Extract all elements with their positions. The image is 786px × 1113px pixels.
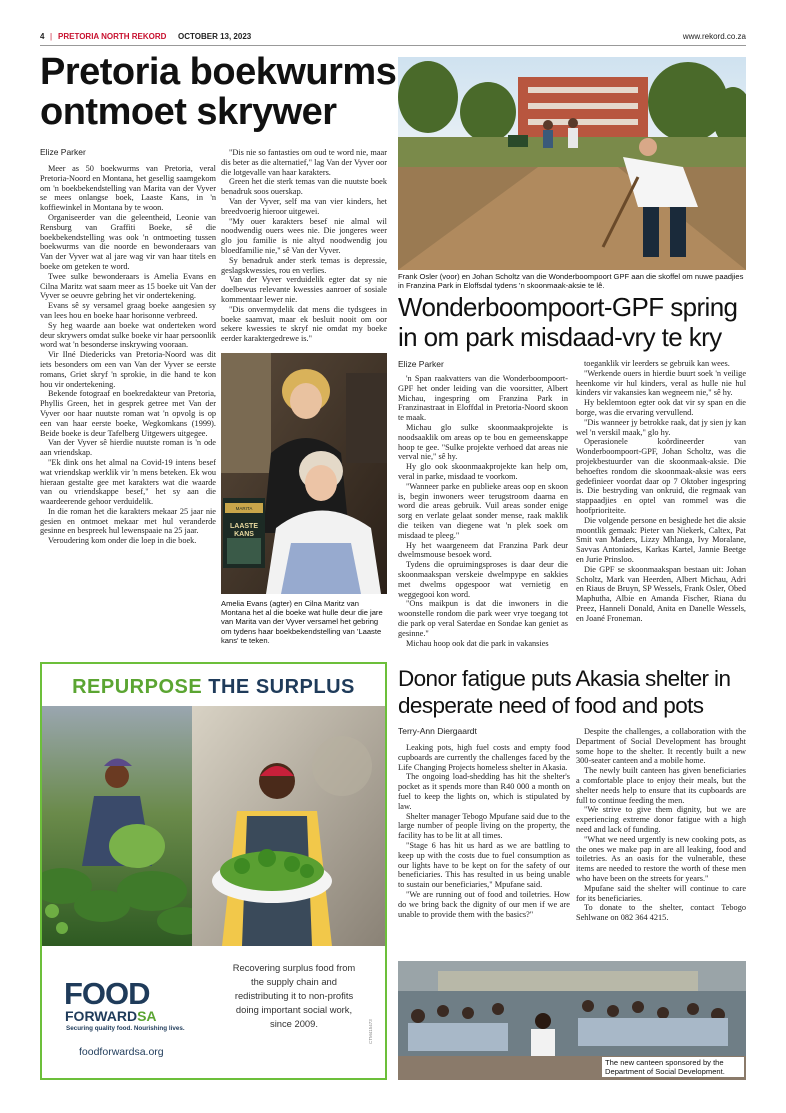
article1-paragraph: "My ouer karakters besef nie almal wil noodwendig ouers wees nie. Die jongeres weer glo jou familie is nie altyd noodwendig jou bloedfamilie nie," sê Van der Vyver. (221, 216, 387, 255)
ad-logo-sa: SA (137, 1008, 157, 1024)
article2-paragraph: "Dis wanneer jy betrokke raak, dat jy sien jy kan wel 'n verskil maak," glo hy. (576, 417, 746, 437)
article2-paragraph: Die GPF se skoonmaakspan bestaan uit: Johan Scholtz, Mark van Heerden, Albert Michau, Adri en Riaus de Bruyn, SP Wessels, Frank Osler, Obed Maphutha, Albie en Amanda Fischer, Riana du Preez, Hanneli Donald, Anita en Danelle Wessels, en Joané Froneman. (576, 564, 746, 623)
article3-byline: Terry-Ann Diergaardt (398, 726, 477, 736)
article2-paragraph: Michau glo sulke skoonmaakprojekte is noodsaaklik om areas op te bou en gemeenskappe hoop te gee. "Sulke projekte verhoed dat areas nie verval nie," sê hy. (398, 422, 568, 462)
article1-paragraph: Vir Ilné Diedericks van Pretoria-Noord was dit iets besonders om een van Van der Vyver se eerste romans, Griet skryf 'n sprokie, in die hand te kon hou vir ondertekening. (40, 350, 216, 389)
article3-paragraph: To donate to the shelter, contact Tebogo Sehlwane on 082 364 4215. (576, 903, 746, 923)
article2-column-2 (576, 359, 746, 657)
article1-headline-line2: ontmoet skrywer (40, 91, 337, 133)
article1-paragraph: Van der Vyver sê hierdie nuutste roman is 'n ode aan vriendskap. (40, 438, 216, 458)
book-cover-author: MARITA (235, 506, 253, 511)
ad-photo (42, 706, 385, 946)
ad-code: CTM415473 (368, 1019, 373, 1044)
article1-photo-caption: Amelia Evans (agter) en Cilna Maritz van Montana het al die boeke wat hulle deur die jare van Marita van der Vyver versamel het gebring om tydens haar boekbekendstelling van 'Laaste kans' te teken. (221, 599, 383, 645)
article3-paragraph: The ongoing load-shedding has hit the shelter's pocket as it spends more than R40 000 a month on fuel to keep the lights on, which is stipulated by law. (398, 772, 570, 811)
article3-column-2 (576, 727, 746, 957)
ad-title (42, 676, 385, 699)
website-link[interactable]: www.rekord.co.za (682, 32, 746, 41)
book-cover-title-2: KANS (234, 531, 254, 538)
ad-logo-food: FOOD (64, 976, 150, 1011)
article2-byline: Elize Parker (398, 359, 444, 369)
article1-column-2 (221, 148, 387, 348)
issue-date: OCTOBER 13, 2023 (178, 32, 252, 41)
article1-headline-line1: Pretoria boekwurms (40, 51, 397, 93)
article3-paragraph: "We strive to give them dignity, but we are experiencing extreme donor fatigue with a high need and lack of funding. (576, 805, 746, 834)
page-header (40, 30, 746, 44)
article1-paragraph: Twee sulke bewonderaars is Amelia Evans en Cilna Maritz wat saam meer as 15 boeke uit Van der Vyver se oeuvre gebring het vir ondertekening. (40, 271, 216, 301)
article3-paragraph: Mpufane said the shelter will continue to care for its beneficiaries. (576, 883, 746, 903)
article1-column-1 (40, 164, 216, 658)
article3-headline-line1: Donor fatigue puts Akasia shelter in (398, 666, 731, 691)
article2-paragraph: "Wanneer parke en publieke areas oop en skoon is, begin inwoners weer terugstroom daarna en word die areas gebruik. Vuil areas sonder enige sorg en verlate gelaat sonder mense, raak maklik die teiken van diegene wat 'n plek soek om misdaad te pleeg." (398, 481, 568, 540)
ad-tagline: Securing quality food. Nourishing lives. (66, 1025, 185, 1032)
article1-paragraph: Green het die sterk temas van die nuutste boek benadruk soos ouerskap. (221, 177, 387, 197)
article2-paragraph: Tydens die opruimingsproses is daar deur die skoonmaakspan verskeie dwelmpype en sakkies met dwelms opgespoor wat vernietig en weggegooi kon word. (398, 560, 568, 599)
article2-column-1 (398, 374, 568, 656)
ad-title-part1: REPURPOSE (72, 676, 203, 698)
article2-paragraph: Hy het waargeneem dat Franzina Park deur dwelmsmouse besoek word. (398, 540, 568, 560)
article2-paragraph: 'n Span raakvatters van die Wonderboompoort-GPF het onder leiding van die voorsitter, Albert Michau, ingespring om Franzina Park in Franzinastraat in Eloffdal in Pretoria-Noord skoon te maak. (398, 374, 568, 423)
article2-paragraph: Operasionele koördineerder van Wonderboompoort-GPF, Johan Scholtz, was die projekbestuurder van die skoonmaak-aksie. Die behoeftes rondom die skoonmaak-aksie was eers gedefinieer voordat daar op 7 Oktober ingespring is. Die bestryding van onkruid, die regmaak van stappaadjies en optel van rommel was die hoofprioriteite. (576, 437, 746, 515)
ad-title-part2: THE SURPLUS (208, 676, 355, 698)
article1-paragraph: Meer as 50 boekwurms van Pretoria, veral Pretoria-Noord en Montana, het gesellig saamgekom om 'n boekbekendstelling van Marita van der Vyver se mees onlangse boek, Laaste Kans, in 'n koffiewinkel in Montana by te woon. (40, 164, 216, 213)
article1-paragraph: Van der Vyver, self ma van vier kinders, het breedvoerig hieroor uitgewei. (221, 196, 387, 216)
article3-paragraph: "We are running out of food and toiletries. How do we bring back the dignity of our men if we are unable to provide them with the basics?" (398, 889, 570, 919)
page-number: 4 (40, 32, 45, 41)
article2-headline-line1: Wonderboompoort-GPF spring (398, 292, 738, 322)
article2-paragraph: Hy glo ook skoonmaakprojekte kan help om, veral in parke, misdaad te voorkom. (398, 462, 568, 481)
article1-paragraph: "Dis nie so fantasties om oud te word nie, maar dis beter as die alternatief," lag Van der Vyver oor die lotgevalle van haar karakters. (221, 148, 387, 177)
article1-paragraph: Veroudering kom onder die loep in die boek. (48, 536, 197, 546)
food-forward-advert[interactable] (40, 662, 387, 1080)
book-launch-photo (221, 353, 387, 594)
article2-paragraph: "Werkende ouers in hierdie buurt soek 'n veilige heenkome vir hul kinders, veral as hulle nie hul kinders vir vakansies kan wegneem nie," sê hy. (576, 368, 746, 398)
ad-website-link[interactable]: foodforwardsa.org (79, 1046, 164, 1058)
article1-paragraph: In die roman het die karakters mekaar 25 jaar nie gesien en ontmoet mekaar met hul veranderde gesinne en bespreek hul lewenspaaie na 25 jaar. (40, 506, 216, 536)
header-separator: | (50, 32, 53, 41)
article3-paragraph: "Stage 6 has hit us hard as we are battling to keep up with the costs due to fuel consumption as our lights have to be kept on for the safety of our beneficiaries. This has resulted in us being unable to sustain our beneficiaries," Mpufane said. (398, 840, 570, 890)
article3-column-1 (398, 743, 570, 957)
park-cleanup-photo (398, 57, 746, 270)
book-cover-title: LAASTE (230, 523, 258, 530)
article1-paragraph: "Ek dink ons het almal na Covid-19 intens besef wat vriendskap werklik vir 'n mens beteken. Ek wou hieraan gestalte gee met karakters wat die waarde van ou vriendskappe besef," het sy aan die waardeerende gehoor verduidelik. (40, 457, 216, 507)
article2-paragraph: Hy beklemtoon egter ook dat vir sy span en die borge, was die ervaring vervullend. (576, 398, 746, 417)
ad-blurb: Recovering surplus food from the supply chain and redistributing it to non-profits doing important social work, since 2009. (232, 962, 356, 1029)
article1-paragraph: Sy benadruk ander sterk temas is depressie, geslagskwessies, rou en verlies. (221, 255, 387, 275)
article2-paragraph: Die volgende persone en besighede het die aksie moontlik gemaak: Pieter van Niekerk, Caltex, Pat Smit van Maders, Lizzy Mhlanga, Ivy Moralane, Savvas Antoniades, Karkas Kartel, Jannie Beetge en Jurie Prinsloo. (576, 515, 746, 564)
ad-logo-forward (65, 1008, 157, 1024)
article1-paragraph: Bekende fotograaf en boekredakteur van Pretoria, Phyllis Green, het in gesprek getree met Van der Vyver oor haar nuutste roman wat 'n opvolg is op een van haar eerste boeke, Wegkomkans (1999). Beide boeke is deur Tafelberg Uitgewers uitgegee. (40, 389, 216, 438)
article2-headline-line2: in om park misdaad-vry te kry (398, 322, 722, 352)
article2-paragraph: Michau hoop ook dat die park in vakansies (406, 638, 549, 648)
ad-logo-forward-text: FORWARD (65, 1008, 138, 1024)
article3-paragraph: Leaking pots, high fuel costs and empty food cupboards are currently the challenges faced by the Life Changing Projects homeless shelter in Akasia. (398, 743, 570, 772)
article3-headline-line2: desperate need of food and pots (398, 693, 704, 718)
article3-paragraph: Despite the challenges, a collaboration with the Department of Social Development has brought some hope to the shelter. It recently built a new 300-seater canteen and a mobile home. (576, 727, 746, 766)
article1-byline: Elize Parker (40, 147, 86, 157)
header-rule (40, 45, 746, 46)
publication-name: PRETORIA NORTH REKORD (58, 32, 167, 41)
article1-paragraph: Sy heg waarde aan boeke wat onderteken word deur skrywers omdat sulke boeke vir haar persoonlik word wat 'n besonderse inskrywing vooraan. (40, 320, 216, 350)
article2-photo-caption: Frank Osler (voor) en Johan Scholtz van die Wonderboompoort GPF aan die skoffel om nuwe paadjies in Franzina Park in Eloffsdal tydens 'n skoonmaak-aksie te lê. (398, 272, 744, 291)
article1-paragraph: "Dis onvermydelik dat mens die tydsgees in boeke saamvat, maar ek besluit nooit om oor sekere kwessies te skryf nie omdat my boeke eerder karaktergedrewe is." (221, 304, 387, 344)
article3-paragraph: The newly built canteen has given beneficiaries a comfortable place to enjoy their meals, but the shelter needs help to ensure that its cupboards are full to continue feeding the men. (576, 766, 746, 805)
article2-paragraph: "Ons maikpun is dat die inwoners in die woonstelle rondom die park weer vrye toegang tot die park op veral Saterdae en Sondae kan geniet as gesinne." (398, 599, 568, 638)
article3-paragraph: Shelter manager Tebogo Mpufane said due to the large number of people living on the property, the facility has to be lit at all times. (398, 811, 570, 841)
article1-paragraph: Van der Vyver verduidelik egter dat sy nie doelbewus relevante kwessies aanroer of sosiale kommentaar lewer nie. (221, 275, 387, 304)
article3-paragraph: "What we need urgently is new cooking pots, as the ones we make pap in are all leaking, food and toiletries. As an oasis for the vulnerable, these items are needed to restore the worth of these men who have been on the streets for years." (576, 834, 746, 883)
article3-photo-caption: The new canteen sponsored by the Department of Social Development. (602, 1057, 744, 1077)
article2-paragraph: toeganklik vir leerders se gebruik kan wees. (584, 359, 730, 368)
article1-paragraph: Organiseerder van die geleentheid, Leonie van Rensburg van Graffiti Boeke, sê die boekbekendstelling was ook 'n ontmoeting tussen boekwurms van die noorde en bewonderaars van Van der Vyver wat al jare wag vir van haar titels en boeke om geteken te word. (40, 212, 216, 271)
article1-paragraph: Evans sê sy versamel graag boeke aangesien sy van lees hou en boeke haar horisonne verbreed. (40, 301, 216, 320)
